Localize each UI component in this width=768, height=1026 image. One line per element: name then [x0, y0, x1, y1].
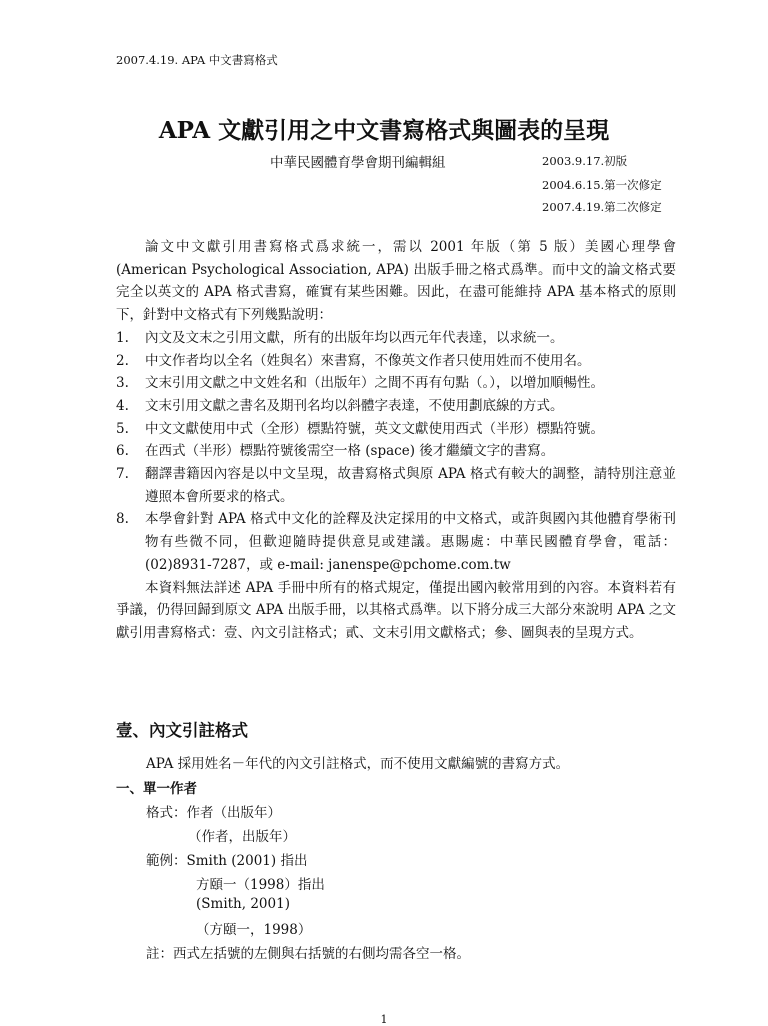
list-item	[116, 418, 676, 441]
document-title: APA 文獻引用之中文書寫格式與圖表的呈現	[158, 117, 610, 144]
rules-list	[116, 327, 676, 577]
list-text: 中文文獻使用中式（全形）標點符號，英文文獻使用西式（半形）標點符號。	[145, 420, 604, 437]
body-text	[116, 236, 676, 645]
list-text: 翻譯書籍因內容是以中文呈現，故書寫格式與原 APA 格式有較大的調整，請特別注意並遵照本會所要求的格式。	[145, 466, 676, 505]
list-text: 中文作者均以全名（姓與名）來書寫，不像英文作者只使用姓而不使用名。	[145, 352, 591, 369]
list-item	[116, 395, 676, 418]
list-number: 2.	[116, 352, 129, 369]
author-organization: 中華民國體育學會期刊編輯組	[270, 155, 446, 171]
revision-date: 2004.6.15.第一次修定	[542, 178, 662, 192]
list-number: 5.	[116, 420, 129, 437]
list-item	[116, 440, 676, 463]
list-item	[116, 508, 676, 576]
list-item	[116, 327, 676, 350]
section-heading: 壹、內文引註格式	[116, 721, 248, 740]
section-intro: APA 採用姓名－年代的內文引註格式，而不使用文獻編號的書寫方式。	[146, 756, 570, 772]
list-number: 4.	[116, 397, 129, 414]
revision-date: 2007.4.19.第二次修定	[542, 200, 662, 214]
list-text: 在西式（半形）標點符號後需空一格 (space) 後才繼續文字的書寫。	[145, 443, 555, 460]
scope-paragraph: 本資料無法詳述 APA 手冊中所有的格式規定，僅提出國內較常用到的內容。本資料若有爭議，仍得回歸到原文 APA 出版手冊，以其格式爲準。以下將分成三大部分來說明 APA 之文獻引用書寫格式：壹、內文引註格式；貳、文末引用文獻格式；參、圖與表的呈現方式。	[116, 579, 676, 641]
example-line: (Smith, 2001)	[196, 896, 290, 912]
example-line: 範例：Smith (2001) 指出	[146, 853, 308, 869]
sub-heading: 一、單一作者	[116, 781, 197, 797]
list-number: 7.	[116, 466, 129, 483]
intro-paragraph: 論文中文獻引用書寫格式爲求統一，需以 2001 年版（第 5 版）美國心理學會 (American Psychological Association, APA) 出版手冊之格式爲準。而中文的論文格式要完全以英文的 APA 格式書寫，確實有某些困難。因此，在盡可能維持 APA 基本格式的原則下，針對中文格式有下列幾點說明：	[116, 239, 676, 324]
list-text: 文末引用文獻之中文姓名和（出版年）之間不再有句點（。），以增加順暢性。	[145, 375, 604, 392]
list-number: 8.	[116, 511, 129, 528]
example-line: 方頤一（1998）指出	[196, 877, 325, 893]
list-number: 3.	[116, 375, 129, 392]
format-line: 格式：作者（出版年）	[146, 805, 281, 821]
list-text: 內文及文末之引用文獻，所有的出版年均以西元年代表達，以求統一。	[145, 329, 564, 346]
note-line: 註：西式左括號的左側與右括號的右側均需各空一格。	[146, 946, 470, 962]
format-line-alt: （作者，出版年）	[188, 829, 296, 845]
list-number: 1.	[116, 329, 129, 346]
running-header: 2007.4.19. APA 中文書寫格式	[116, 53, 278, 67]
example-line: （方頤一，1998）	[196, 922, 312, 938]
list-number: 6.	[116, 443, 129, 460]
list-item	[116, 372, 676, 395]
list-text: 本學會針對 APA 格式中文化的詮釋及決定採用的中文格式，或許與國內其他體育學術刊物有些微不同，但歡迎隨時提供意見或建議。惠賜處：中華民國體育學會，電話：(02)8931-7287，或 e-mail: janenspe@pchome.com.tw	[145, 511, 676, 573]
list-item	[116, 463, 676, 508]
list-text: 文末引用文獻之書名及期刊名均以斜體字表達，不使用劃底線的方式。	[145, 397, 564, 414]
revision-date: 2003.9.17.初版	[542, 154, 628, 168]
page-number: 1	[380, 1013, 388, 1026]
list-item	[116, 350, 676, 373]
